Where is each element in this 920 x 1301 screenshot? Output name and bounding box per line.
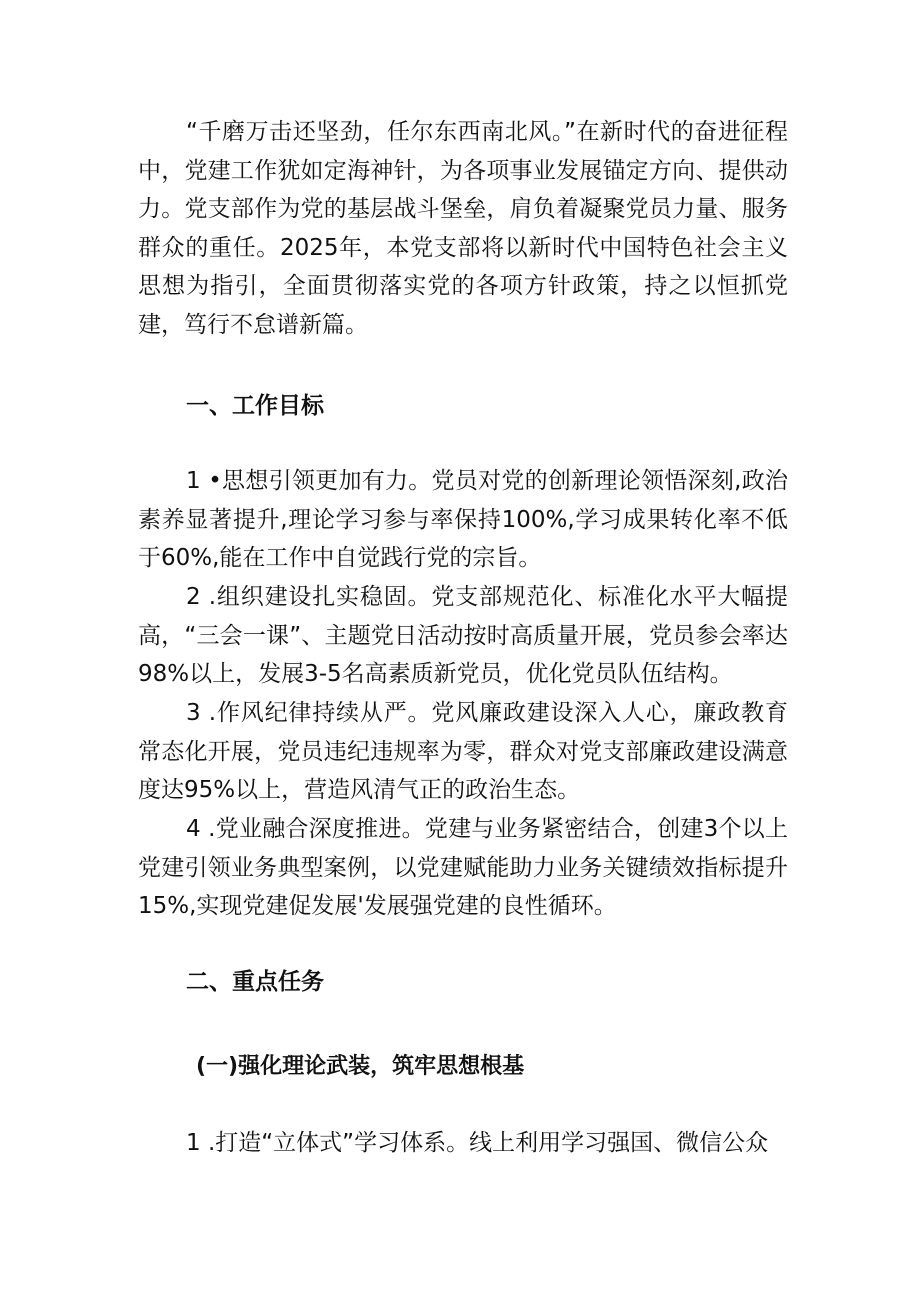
goal-item-3 xyxy=(138,694,788,810)
goal-item-2 xyxy=(138,578,788,694)
section-1-heading: 一、工作目标 xyxy=(186,393,324,419)
intro-paragraph xyxy=(138,113,788,344)
goal-item-3-text: 3 .作风纪律持续从严。党风廉政建设深入人心，廉政教育常态化开展，党员违纪违规率为零，群众对党支部廉政建设满意度达95%以上，营造风清气正的政治生态。 xyxy=(138,700,788,803)
task-item-1-text: 1 .打造“立体式”学习体系。线上利用学习强国、微信公众 xyxy=(186,1130,769,1156)
goal-item-2-text: 2 .组织建设扎实稳固。党支部规范化、标准化水平大幅提高，“三会一课”、主题党日活动按时高质量开展，党员参会率达98%以上，发展3-5名高素质新党员，优化党员队伍结构。 xyxy=(138,584,788,687)
subsection-1-heading: (一)强化理论武装，筑牢思想根基 xyxy=(196,1054,525,1079)
task-item-1 xyxy=(138,1124,788,1163)
goal-item-1 xyxy=(138,462,788,578)
goal-item-1-text: 1 •思想引领更加有力。党员对党的创新理论领悟深刻,政治素养显著提升,理论学习参与率保持100%,学习成果转化率不低于60%,能在工作中自觉践行党的宗旨。 xyxy=(138,468,788,571)
intro-text: “千磨万击还坚劲，任尔东西南北风。”在新时代的奋进征程中，党建工作犹如定海神针，为各项事业发展锚定方向、提供动力。党支部作为党的基层战斗堡垒，肩负着凝聚党员力量、服务群众的重任。2025年，本党支部将以新时代中国特色社会主义思想为指引，全面贯彻落实党的各项方针政策，持之以恒抓党建，笃行不怠谱新篇。 xyxy=(138,119,788,338)
section-2-heading: 二、重点任务 xyxy=(186,969,324,995)
goal-item-4-text: 4 .党业融合深度推进。党建与业务紧密结合，创建3个以上党建引领业务典型案例，以党建赋能助力业务关键绩效指标提升15%,实现党建促发展'发展强党建的良性循环。 xyxy=(138,816,788,919)
goal-item-4 xyxy=(138,810,788,926)
